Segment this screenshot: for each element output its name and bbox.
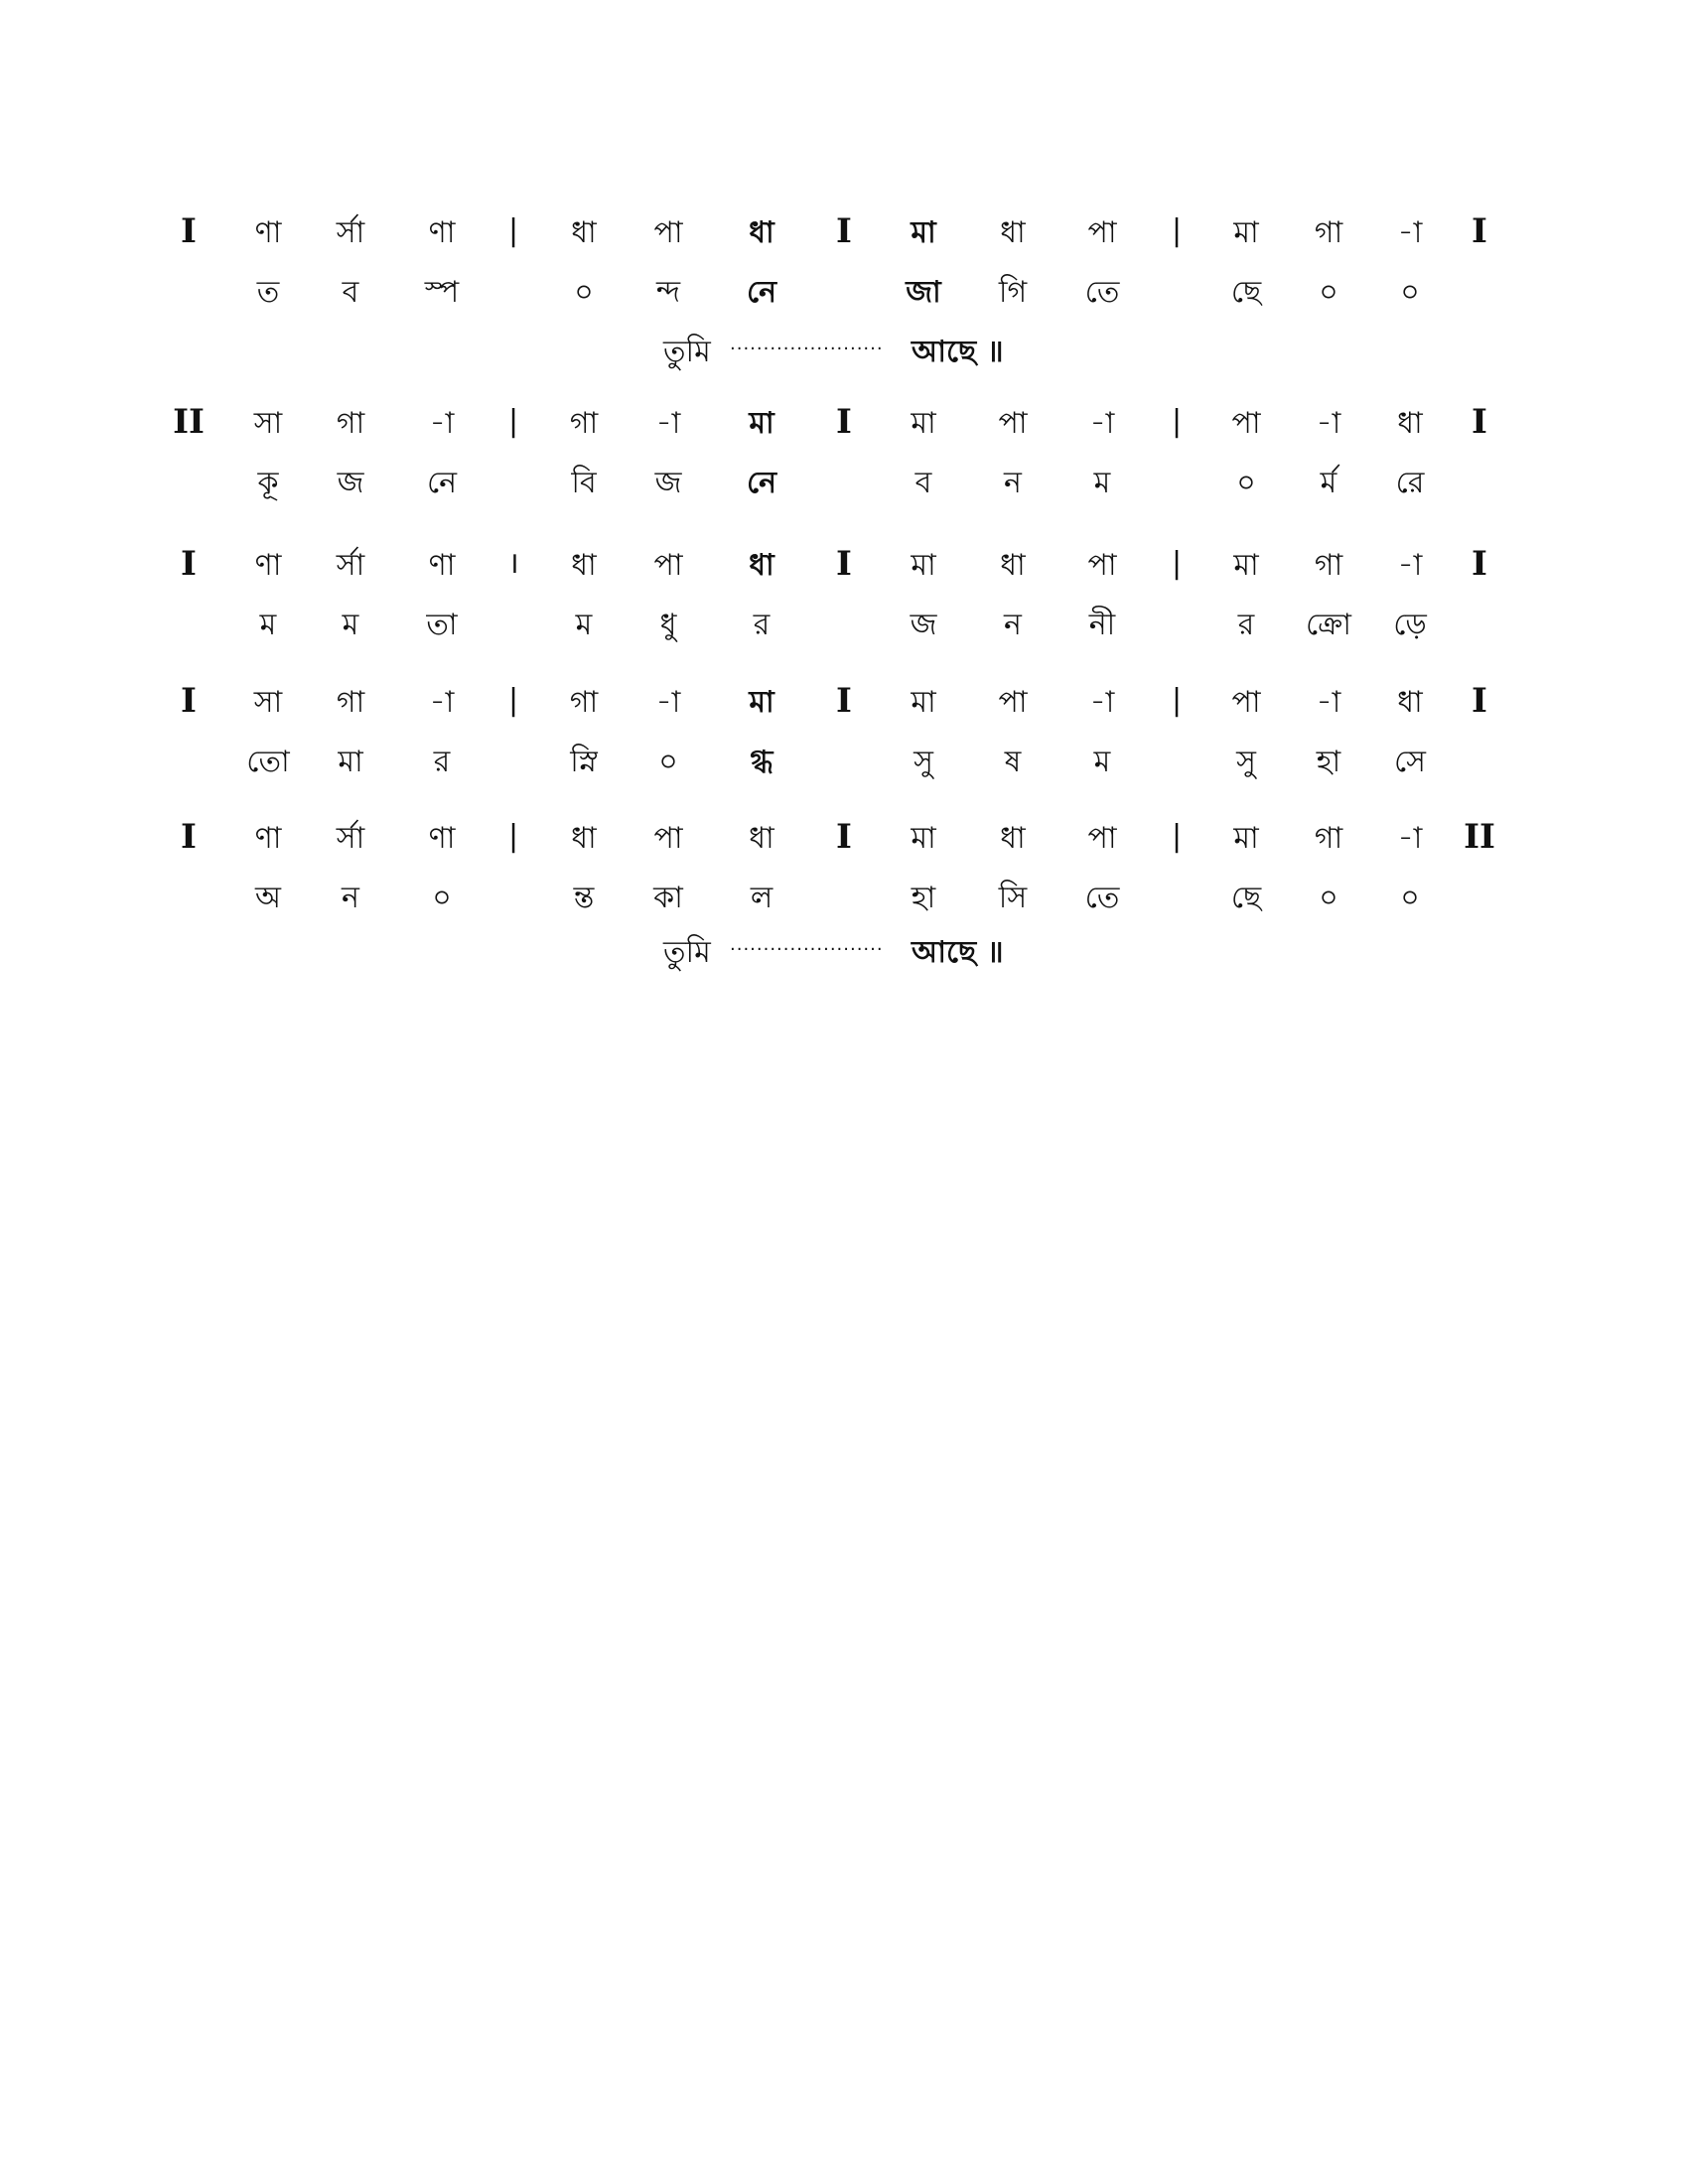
note-cell: ণা [428, 548, 456, 583]
note-cell: সা [253, 685, 283, 720]
bar-separator: | [1171, 819, 1183, 854]
lyric-syllable: ক্রো [1306, 608, 1351, 642]
note-cell: গা [569, 685, 599, 720]
note-cell: পা [1087, 215, 1117, 250]
lyric-syllable: ০ [1236, 466, 1256, 500]
lyric-syllable: সি [998, 881, 1028, 915]
note-cell: ধা [571, 821, 597, 856]
lyrics-row [0, 738, 1688, 787]
lyrics-row [0, 459, 1688, 508]
lyric-syllable: র [1237, 608, 1255, 642]
note-cell: ধা [1000, 215, 1026, 250]
bar-start-mark: I [181, 681, 197, 721]
lyric-syllable: জ [654, 466, 682, 500]
lyric-syllable: রে [1395, 466, 1425, 500]
bar-separator: I [836, 402, 852, 442]
note-cell: -া [429, 406, 455, 441]
lyric-syllable: ০ [1400, 881, 1420, 915]
lyric-syllable: তো [246, 745, 290, 779]
note-cell: পা [1087, 821, 1117, 856]
note-cell: গা [1314, 821, 1343, 856]
lyric-syllable: ০ [658, 745, 678, 779]
lyric-syllable: ধু [659, 608, 677, 642]
lyric-syllable: ন [342, 881, 359, 915]
refrain-end: আছে ॥ [912, 935, 1004, 970]
lyric-syllable: সু [1236, 745, 1256, 779]
lyric-syllable: অ [255, 881, 281, 915]
notation-row [0, 541, 1688, 591]
lyric-syllable: ত [256, 275, 280, 310]
lyric-syllable: র [433, 745, 451, 779]
note-cell: ণা [254, 821, 282, 856]
lyric-syllable: হা [1316, 745, 1341, 779]
note-cell: পা [653, 548, 683, 583]
lyric-syllable: ম [342, 608, 359, 642]
lyric-syllable: গি [998, 275, 1028, 310]
lyric-syllable: ড়ে [1393, 608, 1427, 642]
lyric-syllable: ০ [432, 881, 452, 915]
notation-row [0, 814, 1688, 864]
note-cell: সা [253, 406, 283, 441]
refrain-line [0, 928, 1688, 978]
note-cell: মা [911, 406, 936, 441]
refrain-start: তুমি [663, 335, 711, 369]
lyric-syllable: ০ [1319, 881, 1338, 915]
refrain-start: তুমি [663, 935, 711, 970]
lyric-syllable: ষ [1004, 745, 1022, 779]
lyric-syllable: ০ [1400, 275, 1420, 310]
lyric-syllable: জ [910, 608, 937, 642]
lyric-syllable: নে [746, 275, 777, 310]
refrain-line [0, 328, 1688, 377]
note-cell: ধা [1397, 406, 1423, 441]
lyric-syllable: নে [746, 466, 777, 500]
note-cell: মা [911, 821, 936, 856]
bar-start-mark: I [181, 817, 197, 857]
notation-row [0, 208, 1688, 258]
lyrics-row [0, 601, 1688, 650]
note-cell: পা [653, 215, 683, 250]
lyric-syllable: ম [1093, 745, 1111, 779]
note-cell: -া [1397, 548, 1423, 583]
bar-start-mark: I [181, 544, 197, 584]
refrain-dots: ······················· [730, 339, 884, 359]
lyric-syllable: বি [571, 466, 597, 500]
lyric-syllable: সু [914, 745, 933, 779]
lyric-syllable: ০ [1319, 275, 1338, 310]
bar-end-mark: II [1464, 817, 1495, 857]
lyric-syllable: ছে [1230, 275, 1262, 310]
lyric-syllable: ম [1093, 466, 1111, 500]
lyric-syllable: নে [426, 466, 458, 500]
note-cell: পা [998, 685, 1028, 720]
lyric-syllable: ব [914, 466, 932, 500]
note-cell: মা [911, 548, 936, 583]
lyric-syllable: কা [653, 881, 683, 915]
bar-separator: | [507, 404, 519, 439]
note-cell: মা [1233, 548, 1259, 583]
lyric-syllable: ন [1004, 608, 1022, 642]
bar-separator: I [836, 817, 852, 857]
refrain-end: আছে ॥ [912, 335, 1004, 369]
note-cell: গা [569, 406, 599, 441]
note-cell: -া [1089, 685, 1115, 720]
note-cell: ণা [254, 548, 282, 583]
notation-row [0, 399, 1688, 449]
note-cell: মা [749, 406, 774, 441]
bar-separator: I [836, 544, 852, 584]
bar-separator: | [1171, 213, 1183, 248]
note-cell: ধা [749, 548, 774, 583]
bar-start-mark: II [173, 402, 205, 442]
note-cell: র্সা [336, 548, 365, 583]
note-cell: র্সা [336, 821, 365, 856]
lyric-syllable: ন্দ [655, 275, 681, 310]
note-cell: গা [1314, 548, 1343, 583]
bar-end-mark: I [1472, 544, 1487, 584]
bar-separator: | [507, 683, 519, 718]
lyric-syllable: ন [1004, 466, 1022, 500]
lyric-syllable: ন্ত [573, 881, 595, 915]
note-cell: -া [655, 685, 681, 720]
bar-separator: | [1171, 404, 1183, 439]
note-cell: গা [336, 406, 365, 441]
lyric-syllable: র [753, 608, 771, 642]
lyric-syllable: স্নি [570, 745, 598, 779]
note-cell: মা [911, 215, 936, 250]
bar-start-mark: I [181, 211, 197, 251]
note-cell: -া [1316, 685, 1341, 720]
bar-end-mark: I [1472, 211, 1487, 251]
note-cell: ধা [571, 548, 597, 583]
bar-separator: । [507, 546, 519, 581]
lyric-syllable: ছে [1230, 881, 1262, 915]
bar-separator: | [507, 213, 519, 248]
lyric-syllable: কূ [257, 466, 279, 500]
note-cell: গা [1314, 215, 1343, 250]
note-cell: -া [1316, 406, 1341, 441]
bar-separator: I [836, 211, 852, 251]
bar-end-mark: I [1472, 402, 1487, 442]
lyric-syllable: গ্ধ [750, 745, 774, 779]
note-cell: মা [1233, 215, 1259, 250]
note-cell: ধা [749, 215, 774, 250]
note-cell: গা [336, 685, 365, 720]
note-cell: ধা [749, 821, 774, 856]
note-cell: মা [749, 685, 774, 720]
note-cell: -া [1397, 215, 1423, 250]
note-cell: ধা [571, 215, 597, 250]
notation-row [0, 678, 1688, 728]
bar-end-mark: I [1472, 681, 1487, 721]
lyric-syllable: তে [1084, 881, 1120, 915]
note-cell: পা [1231, 406, 1261, 441]
lyric-syllable: তে [1084, 275, 1120, 310]
note-cell: ধা [1000, 821, 1026, 856]
note-cell: মা [1233, 821, 1259, 856]
lyric-syllable: জা [906, 275, 941, 310]
lyric-syllable: সে [1394, 745, 1426, 779]
lyric-syllable: জ [337, 466, 364, 500]
note-cell: ণা [428, 215, 456, 250]
note-cell: ণা [428, 821, 456, 856]
note-cell: পা [653, 821, 683, 856]
lyric-syllable: ম [259, 608, 277, 642]
note-cell: পা [1231, 685, 1261, 720]
note-cell: পা [998, 406, 1028, 441]
lyric-syllable: ম [575, 608, 593, 642]
lyric-syllable: হা [911, 881, 936, 915]
note-cell: -া [655, 406, 681, 441]
lyric-syllable: স্প [424, 275, 460, 310]
lyrics-row [0, 268, 1688, 318]
note-cell: -া [429, 685, 455, 720]
lyric-syllable: ০ [574, 275, 594, 310]
lyrics-row [0, 874, 1688, 923]
note-cell: ধা [1000, 548, 1026, 583]
lyric-syllable: মা [338, 745, 363, 779]
note-cell: র্সা [336, 215, 365, 250]
lyric-syllable: তা [426, 608, 458, 642]
bar-separator: | [507, 819, 519, 854]
bar-separator: I [836, 681, 852, 721]
note-cell: পা [1087, 548, 1117, 583]
lyric-syllable: ব [342, 275, 359, 310]
bar-separator: | [1171, 683, 1183, 718]
refrain-dots: ······················· [730, 939, 884, 960]
lyric-syllable: নী [1088, 608, 1116, 642]
lyric-syllable: ল [750, 881, 774, 915]
bar-separator: | [1171, 546, 1183, 581]
note-cell: ণা [254, 215, 282, 250]
note-cell: -া [1089, 406, 1115, 441]
note-cell: ধা [1397, 685, 1423, 720]
note-cell: মা [911, 685, 936, 720]
lyric-syllable: র্ম [1320, 466, 1337, 500]
note-cell: -া [1397, 821, 1423, 856]
